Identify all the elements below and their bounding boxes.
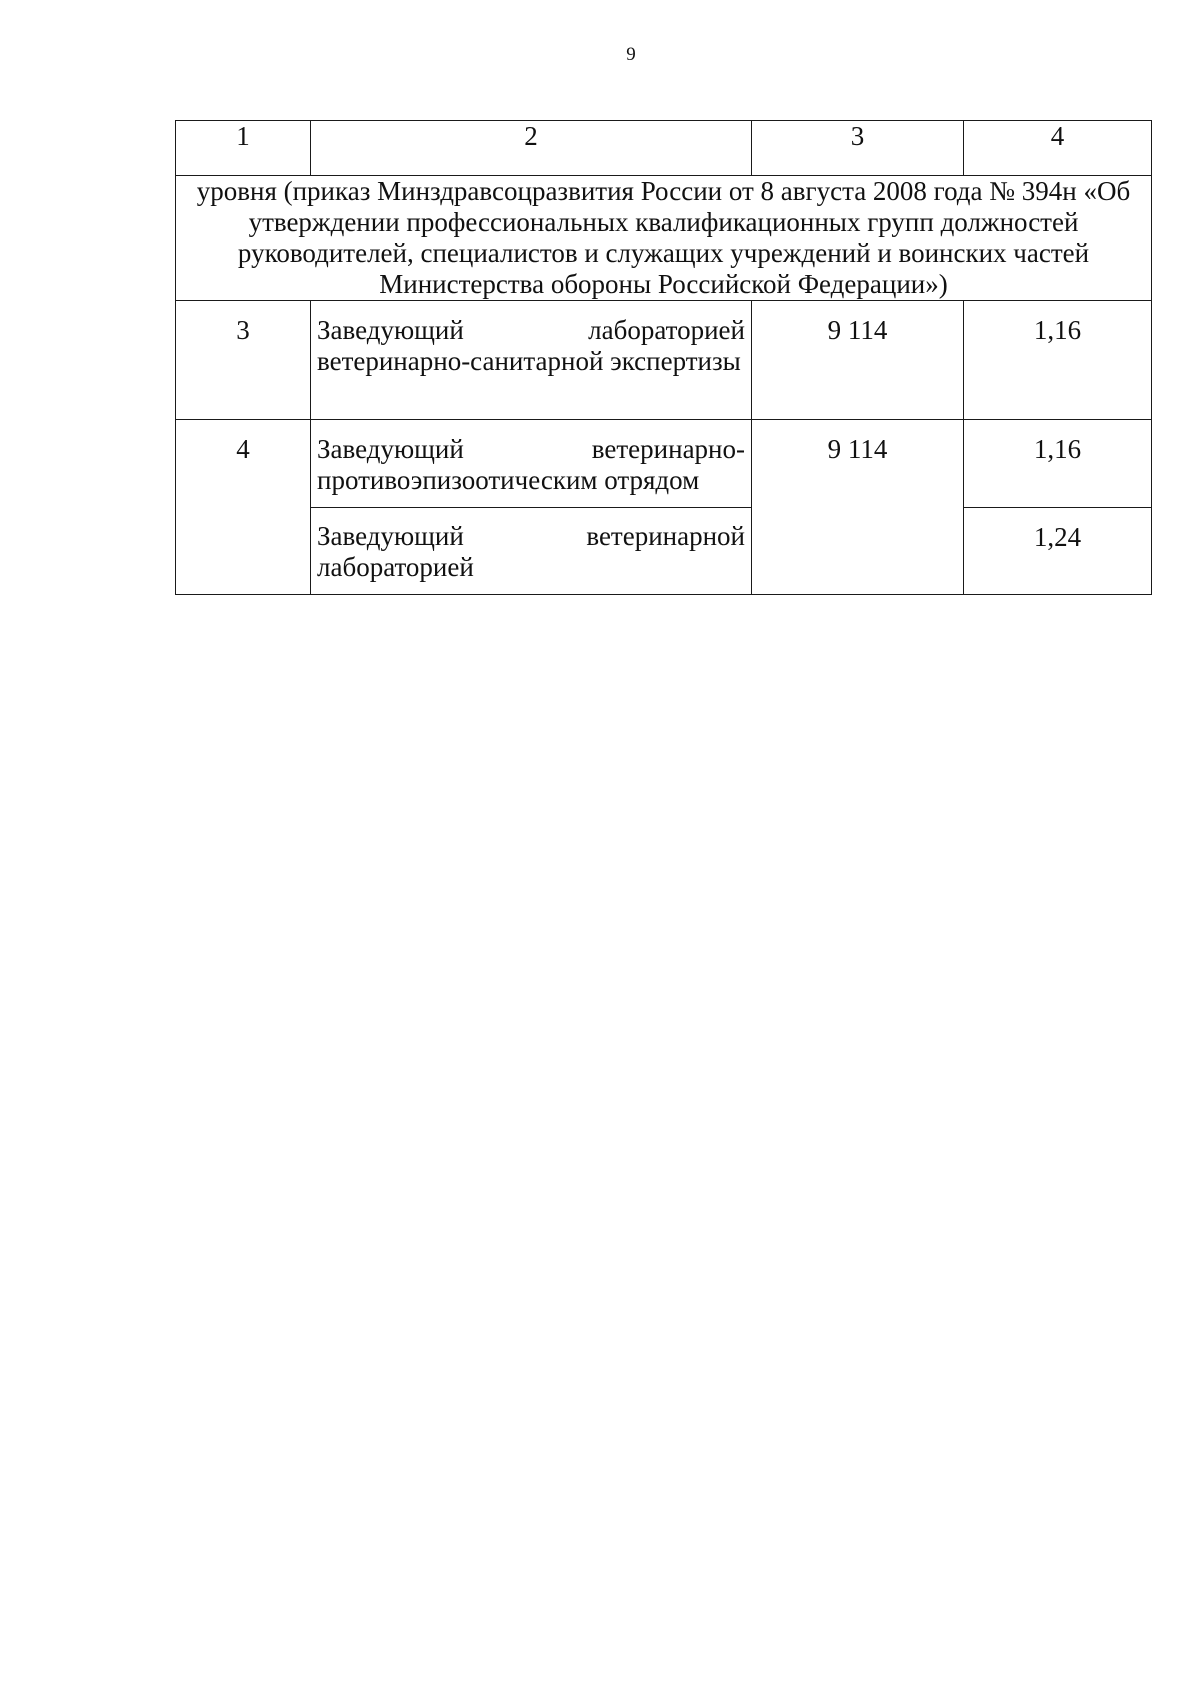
- coefficient-cell: 1,16: [964, 420, 1152, 508]
- salary-cell: 9 114: [752, 301, 964, 420]
- coefficient-cell: 1,24: [964, 508, 1152, 595]
- row-number-cell: 3: [176, 301, 311, 420]
- table-header-row: [176, 121, 1152, 176]
- salary-cell: 9 114: [752, 420, 964, 595]
- position-name-cell: Заведующий ветеринарной лабораторией: [311, 508, 752, 595]
- table-section-caption-row: [176, 176, 1152, 301]
- header-cell: 3: [752, 121, 964, 176]
- table-row: [176, 301, 1152, 420]
- position-name-cell: Заведующий лабораторией ветеринарно-санитарной экспертизы: [311, 301, 752, 420]
- coefficient-cell: 1,16: [964, 301, 1152, 420]
- position-name-cell: Заведующий ветеринарно-противоэпизоотическим отрядом: [311, 420, 752, 508]
- header-cell: 2: [311, 121, 752, 176]
- table-row: [176, 420, 1152, 508]
- table-row: [176, 508, 1152, 595]
- salary-table: [175, 120, 1152, 595]
- header-cell: 1: [176, 121, 311, 176]
- row-number-cell: 4: [176, 420, 311, 595]
- page-number: 9: [626, 44, 636, 65]
- header-cell: 4: [964, 121, 1152, 176]
- section-caption: уровня (приказ Минздравсоцразвития России от 8 августа 2008 года № 394н «Об утверждении профессиональных квалификационных групп должностей руководителей, специалистов и служащих учреждений и воинских частей Министерства обороны Российской Федерации»): [176, 176, 1152, 301]
